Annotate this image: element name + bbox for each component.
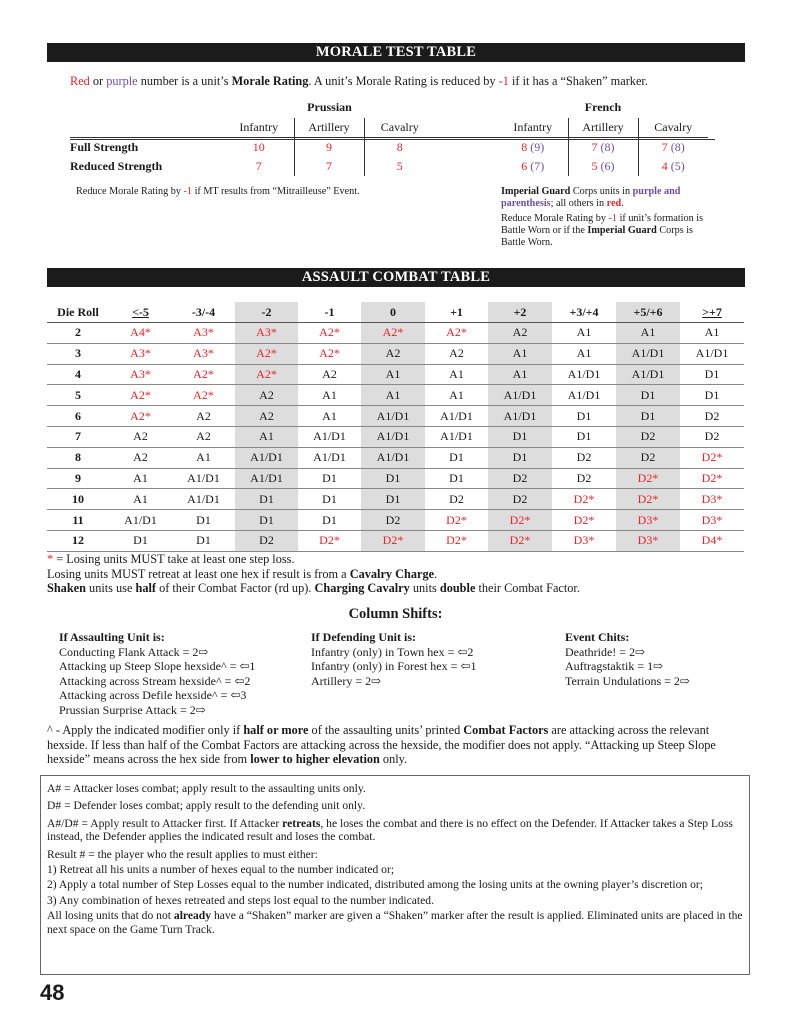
result-cell: D2* (552, 510, 616, 531)
result-cell: A3* (109, 364, 172, 385)
assault-row (47, 426, 744, 447)
morale-note-right: Imperial Guard Corps units in purple and parenthesis; all others in red. Reduce Morale Rating by -1 if unit’s formation is Battle Worn or if the Imperial Guard Corps is Battle Worn. (501, 186, 704, 248)
result-cell: A1/D1 (488, 385, 552, 406)
row-label: Reduced Strength (70, 159, 163, 173)
result-cell: A2* (235, 364, 298, 385)
result-cell: D2* (425, 530, 488, 551)
assault-row (47, 510, 744, 531)
result-cell: D1 (298, 468, 361, 489)
morale-intro: Red or purple number is a unit’s Morale Rating. A unit’s Morale Rating is reduced by -1 if it has a “Shaken” marker. (70, 74, 648, 88)
morale-divider (70, 139, 715, 140)
result-cell: D1 (172, 510, 235, 531)
shift-item: Auftragstaktik = 1⇨ (565, 659, 664, 673)
legend-line: D# = Defender loses combat; apply result to the defending unit only. (47, 799, 366, 813)
result-cell: D2* (425, 510, 488, 531)
result-cell: A2* (361, 323, 425, 344)
result-cell: D1 (425, 468, 488, 489)
assault-row (47, 468, 744, 489)
result-cell: A1/D1 (298, 426, 361, 447)
result-cell: D2 (552, 447, 616, 468)
result-cell: D2* (616, 489, 680, 510)
result-cell: D1 (425, 447, 488, 468)
assaulting-heading: If Assaulting Unit is: (59, 630, 165, 644)
result-cell: A2 (109, 447, 172, 468)
col-header: Infantry (498, 118, 568, 138)
result-cell: A2 (109, 426, 172, 447)
result-cell: A1 (616, 323, 680, 344)
result-cell: D2 (235, 530, 298, 551)
morale-value: 5 (364, 157, 435, 176)
result-cell: A1/D1 (552, 364, 616, 385)
result-cell: D1 (552, 426, 616, 447)
assault-col-header: -3/-4 (172, 302, 235, 323)
result-cell: D1 (109, 530, 172, 551)
prussian-label: Prussian (307, 100, 352, 114)
assault-table-title: ASSAULT COMBAT TABLE (47, 268, 745, 287)
result-cell: A3* (172, 323, 235, 344)
defending-heading: If Defending Unit is: (311, 630, 417, 644)
col-header: Artillery (294, 118, 364, 138)
result-legend-box (40, 775, 750, 975)
result-cell: D2 (488, 489, 552, 510)
result-cell: A1 (552, 343, 616, 364)
result-cell: A1 (488, 364, 552, 385)
result-cell: D1 (361, 468, 425, 489)
assault-row (47, 343, 744, 364)
result-cell: A1 (361, 364, 425, 385)
result-cell: D2 (680, 426, 744, 447)
result-cell: A1/D1 (616, 343, 680, 364)
die-roll-cell: 11 (47, 510, 109, 531)
col-header: Artillery (568, 118, 638, 138)
result-cell: A1/D1 (361, 406, 425, 427)
result-cell: D2 (425, 489, 488, 510)
die-roll-cell: 6 (47, 406, 109, 427)
legend-line: 3) Any combination of hexes retreated and steps lost equal to the number indicated. (47, 893, 434, 907)
result-cell: A2 (235, 385, 298, 406)
morale-value: 9 (294, 138, 364, 158)
assault-combat-table (47, 302, 744, 552)
caret-note: ^ - Apply the indicated modifier only if half or more of the assaulting units’ printed Combat Factors are attacking across the relevant hexside. If less than half of the Combat Factors are attacking across the hexside, the modifier does not apply. “Attacking up Steep Slope hexside” means across the hex side from lower to higher elevation only. (47, 723, 716, 766)
assault-col-header: >+7 (680, 302, 744, 323)
assault-row (47, 385, 744, 406)
result-cell: D1 (552, 406, 616, 427)
result-cell: D1 (298, 489, 361, 510)
morale-value: 7 (8) (568, 138, 638, 158)
result-cell: A1/D1 (425, 426, 488, 447)
die-roll-cell: 8 (47, 447, 109, 468)
result-cell: A2* (235, 343, 298, 364)
assault-col-header: -2 (235, 302, 298, 323)
shift-item: Prussian Surprise Attack = 2⇨ (59, 702, 206, 717)
result-cell: D2* (552, 489, 616, 510)
french-label: French (584, 100, 622, 114)
result-cell: D2* (488, 510, 552, 531)
result-cell: D2* (680, 447, 744, 468)
column-shifts-title: Column Shifts: (348, 606, 443, 622)
result-cell: A1/D1 (298, 447, 361, 468)
shift-item: Infantry (only) in Town hex = ⇦2 (311, 644, 474, 659)
morale-row-full (70, 138, 708, 158)
legend-line: A#/D# = Apply result to Attacker first. If Attacker retreats, he loses the combat and there is no effect on the Defender. If Attacker takes a Step Loss instead, the Defender applies the indicated result and loses the combat. (47, 816, 733, 844)
morale-value: 7 (294, 157, 364, 176)
result-cell: D1 (680, 364, 744, 385)
result-cell: A3* (172, 343, 235, 364)
result-cell: A2* (109, 406, 172, 427)
result-cell: D2* (616, 468, 680, 489)
result-cell: A1 (361, 385, 425, 406)
morale-value: 7 (255, 159, 262, 173)
event-shifts (565, 630, 745, 688)
assault-notes: * = Losing units MUST take at least one step loss. Losing units MUST retreat at least one hex if result is from a Cavalry Charge. Shaken units use half of their Combat Factor (rd up). Charging Cavalry units double their Combat Factor. (47, 552, 580, 595)
legend-line: A# = Attacker loses combat; apply result to the assaulting units only. (47, 782, 366, 795)
result-cell: D4* (680, 530, 744, 551)
result-cell: A1 (298, 406, 361, 427)
page-number: 48 (40, 980, 65, 1005)
legend-line: 2) Apply a total number of Step Losses equal to the number indicated, distributed among the losing units at the owning player’s discretion or; (47, 878, 703, 892)
result-cell: A1 (109, 468, 172, 489)
legend-line: 1) Retreat all his units a number of hexes equal to the number indicated or; (47, 863, 395, 877)
result-cell: A1 (552, 323, 616, 344)
morale-value: 7 (8) (638, 138, 708, 158)
morale-table (70, 118, 708, 176)
result-cell: A1/D1 (488, 406, 552, 427)
result-cell: A1/D1 (235, 447, 298, 468)
assaulting-shifts (59, 630, 299, 717)
result-cell: D1 (488, 447, 552, 468)
die-roll-cell: 7 (47, 426, 109, 447)
assault-row (47, 447, 744, 468)
assault-row (47, 530, 744, 551)
result-cell: D1 (680, 385, 744, 406)
result-cell: A2 (425, 343, 488, 364)
result-cell: A2* (172, 385, 235, 406)
shift-item: Deathride! = 2⇨ (565, 644, 646, 659)
morale-table-title: MORALE TEST TABLE (47, 43, 745, 62)
result-cell: D1 (235, 510, 298, 531)
result-cell: D3* (616, 530, 680, 551)
result-cell: D2* (361, 530, 425, 551)
result-cell: D1 (488, 426, 552, 447)
die-roll-cell: 4 (47, 364, 109, 385)
result-cell: A2 (361, 343, 425, 364)
morale-note-left: Reduce Morale Rating by -1 if MT results from “Mitrailleuse” Event. (76, 186, 360, 197)
assault-col-header: <-5 (109, 302, 172, 323)
die-roll-cell: 3 (47, 343, 109, 364)
morale-header-row (70, 118, 708, 138)
result-cell: D3* (680, 510, 744, 531)
shift-item: Conducting Flank Attack = 2⇨ (59, 644, 209, 659)
result-cell: D3* (552, 530, 616, 551)
result-cell: A2 (488, 323, 552, 344)
die-roll-cell: 9 (47, 468, 109, 489)
result-cell: A1/D1 (172, 468, 235, 489)
result-cell: D1 (298, 510, 361, 531)
shift-item: Attacking across Stream hexside^ = ⇦2 (59, 673, 251, 688)
assault-row (47, 406, 744, 427)
result-cell: A3* (109, 343, 172, 364)
result-cell: A2 (172, 406, 235, 427)
shift-item: Terrain Undulations = 2⇨ (565, 673, 690, 688)
result-cell: A1/D1 (616, 364, 680, 385)
result-cell: A2* (298, 343, 361, 364)
result-cell: D2 (361, 510, 425, 531)
result-cell: D2 (616, 426, 680, 447)
shift-item: Artillery = 2⇨ (311, 673, 382, 688)
result-cell: A1/D1 (172, 489, 235, 510)
result-cell: A3* (235, 323, 298, 344)
result-cell: A2 (298, 364, 361, 385)
morale-value: 6 (7) (521, 159, 545, 173)
assault-col-header: +5/+6 (616, 302, 680, 323)
result-cell: D3* (616, 510, 680, 531)
die-roll-cell: 2 (47, 323, 109, 344)
legend-line: Result # = the player who the result applies to must either: (47, 847, 318, 861)
result-cell: A1 (425, 364, 488, 385)
result-cell: D3* (680, 489, 744, 510)
assault-header-row (47, 302, 744, 323)
assault-row (47, 364, 744, 385)
morale-value: 10 (252, 140, 265, 154)
shift-item: Attacking up Steep Slope hexside^ = ⇦1 (59, 659, 256, 673)
assault-col-header: -1 (298, 302, 361, 323)
result-cell: D2 (552, 468, 616, 489)
morale-value: 4 (5) (638, 157, 708, 176)
die-roll-cell: 10 (47, 489, 109, 510)
col-header: Infantry (224, 118, 294, 138)
assault-col-header: Die Roll (47, 302, 109, 323)
col-header: Cavalry (638, 118, 708, 138)
col-header: Cavalry (364, 118, 435, 138)
result-cell: A1 (488, 343, 552, 364)
morale-value: 8 (364, 138, 435, 158)
die-roll-cell: 12 (47, 530, 109, 551)
result-cell: D1 (616, 385, 680, 406)
result-cell: D2* (488, 530, 552, 551)
assault-col-header: +1 (425, 302, 488, 323)
result-cell: D2 (680, 406, 744, 427)
result-cell: A1 (680, 323, 744, 344)
result-cell: A1 (109, 489, 172, 510)
assault-col-header: +3/+4 (552, 302, 616, 323)
die-roll-cell: 5 (47, 385, 109, 406)
result-cell: A2 (235, 406, 298, 427)
result-cell: D1 (235, 489, 298, 510)
result-cell: D2 (616, 447, 680, 468)
morale-value: 8 (9) (521, 140, 545, 154)
result-cell: A2* (298, 323, 361, 344)
result-cell: A1/D1 (425, 406, 488, 427)
assault-col-header: +2 (488, 302, 552, 323)
result-cell: D1 (172, 530, 235, 551)
assault-row (47, 489, 744, 510)
result-cell: A1/D1 (109, 510, 172, 531)
result-cell: A4* (109, 323, 172, 344)
morale-value: 5 (6) (568, 157, 638, 176)
result-cell: D2 (488, 468, 552, 489)
legend-line: All losing units that do not already have a “Shaken” marker are given a “Shaken” marker after the result is applied. Eliminated units are placed in the next space on the Game Turn Track. (47, 909, 743, 936)
row-label: Full Strength (70, 140, 139, 154)
result-cell: D1 (361, 489, 425, 510)
result-cell: A1/D1 (552, 385, 616, 406)
result-cell: D2* (680, 468, 744, 489)
defending-shifts (311, 630, 541, 688)
result-cell: A2* (425, 323, 488, 344)
result-cell: A1/D1 (361, 447, 425, 468)
result-cell: A1 (298, 385, 361, 406)
result-cell: D1 (616, 406, 680, 427)
result-cell: D2* (298, 530, 361, 551)
event-heading: Event Chits: (565, 630, 630, 644)
result-cell: A2 (172, 426, 235, 447)
shift-item: Attacking across Defile hexside^ = ⇦3 (59, 688, 247, 702)
result-cell: A1 (172, 447, 235, 468)
result-cell: A1/D1 (235, 468, 298, 489)
assault-row (47, 323, 744, 344)
result-cell: A1/D1 (361, 426, 425, 447)
morale-row-reduced (70, 157, 708, 176)
assault-col-header: 0 (361, 302, 425, 323)
shift-item: Infantry (only) in Forest hex = ⇦1 (311, 659, 477, 673)
result-cell: A2* (109, 385, 172, 406)
result-cell: A1 (425, 385, 488, 406)
result-cell: A1/D1 (680, 343, 744, 364)
result-cell: A2* (172, 364, 235, 385)
result-cell: A1 (235, 426, 298, 447)
